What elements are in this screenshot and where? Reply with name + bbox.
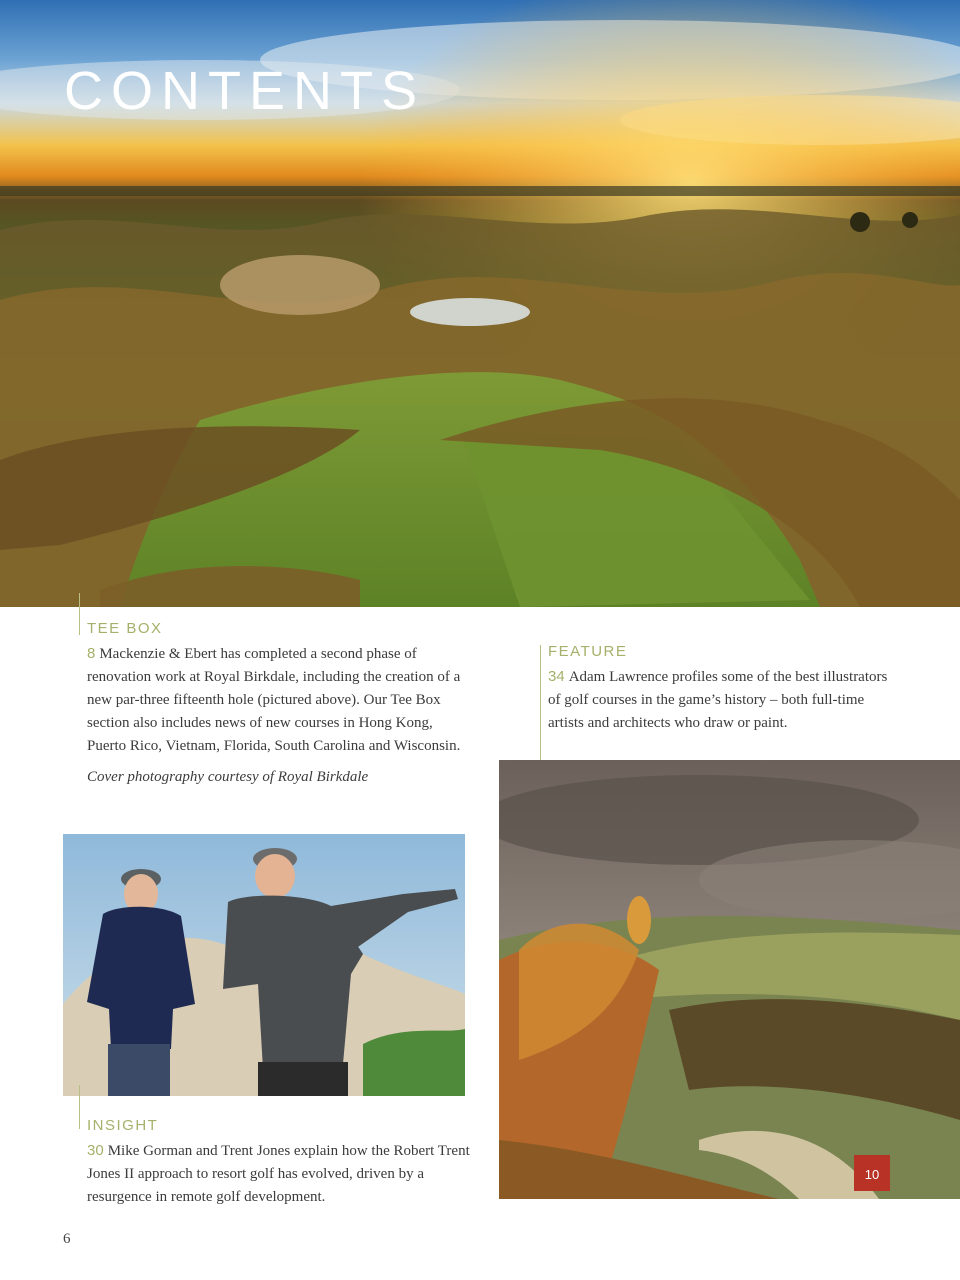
page-number: 6	[63, 1231, 71, 1247]
feature-page-link[interactable]: 34	[548, 668, 565, 685]
insight-photo	[63, 834, 465, 1096]
golf-painting	[499, 760, 960, 1199]
tee-box-body	[87, 642, 472, 758]
golf-landscape-painting-illustration	[499, 760, 960, 1199]
tee-box-page-link[interactable]: 8	[87, 645, 96, 662]
page-title: CONTENTS	[64, 61, 425, 121]
insight-page-link[interactable]: 30	[87, 1142, 104, 1159]
hero-golf-course-photo	[0, 0, 960, 607]
tee-box-section	[87, 621, 472, 789]
insight-text: Mike Gorman and Trent Jones explain how the Robert Trent Jones II approach to resort golf has evolved, driven by a resurgence in remote golf development.	[87, 1143, 470, 1205]
architects-photo-illustration	[63, 834, 465, 1096]
feature-section	[548, 644, 898, 735]
flag-number: 10	[864, 1167, 880, 1182]
cover-credit: Cover photography courtesy of Royal Birkdale	[87, 769, 369, 785]
insight-label: INSIGHT	[87, 1117, 159, 1134]
insight-body	[87, 1139, 472, 1209]
feature-body	[548, 665, 898, 735]
feature-text: Adam Lawrence profiles some of the best illustrators of golf courses in the game’s history – both full-time artists and architects who draw or paint.	[548, 669, 888, 731]
tee-box-label: TEE BOX	[87, 620, 163, 637]
feature-label: FEATURE	[548, 643, 628, 660]
insight-section	[87, 1118, 472, 1209]
insight-rule	[79, 1085, 80, 1129]
tee-box-text: Mackenzie & Ebert has completed a second phase of renovation work at Royal Birkdale, including the creation of a new par-three fifteenth hole (pictured above). Our Tee Box section also includes news of new courses in Hong Kong, Puerto Rico, Vietnam, Florida, South Carolina and Wisconsin.	[87, 646, 461, 754]
tee-box-rule	[79, 593, 80, 635]
feature-rule	[540, 645, 541, 770]
